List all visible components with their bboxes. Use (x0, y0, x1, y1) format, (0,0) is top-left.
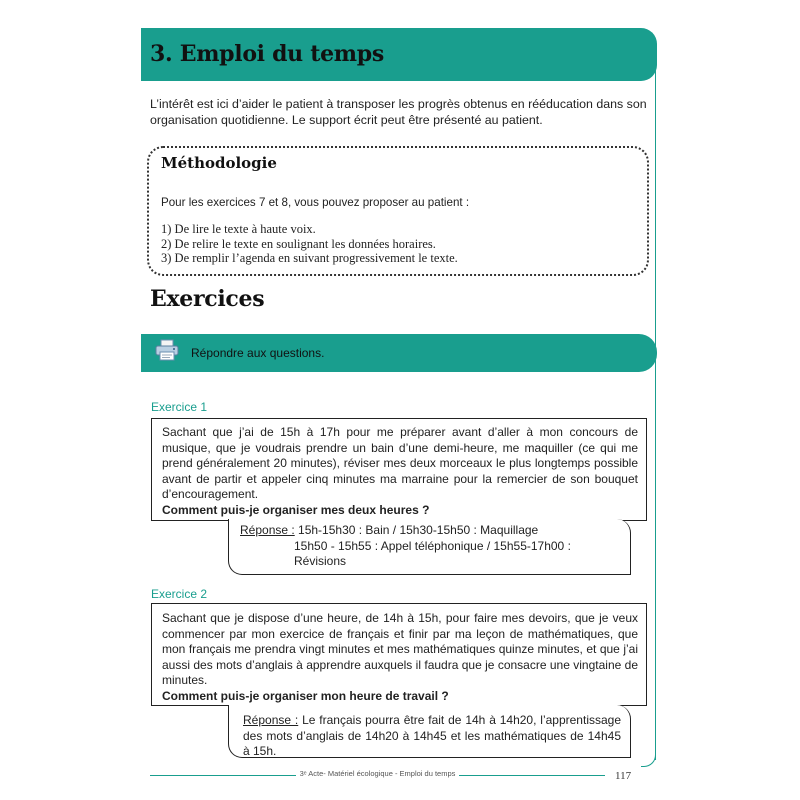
page-title: 3. Emploi du temps (150, 41, 384, 67)
exercise-2-question (162, 611, 638, 704)
exercise-1-label: Exercice 1 (151, 400, 208, 414)
footer-caption: 3ᵉ Acte- Matériel écologique - Emploi du temps (296, 769, 460, 778)
exercises-heading: Exercices (150, 286, 265, 312)
methodology-item: 1) De lire le texte à haute voix. (161, 222, 316, 236)
intro-paragraph: L’intérêt est ici d’aider le patient à transposer les progrès obtenus en rééducation dans son organisation quotidienne. Le support écrit peut être présenté au patient. (150, 97, 647, 127)
exercise-2-label: Exercice 2 (151, 587, 208, 601)
footer-text (150, 769, 605, 778)
exercise-2-answer-label: Réponse : (243, 713, 299, 727)
exercise-1-answer-line-2: 15h50 - 15h55 : Appel téléphonique / 15h55-17h00 : Révisions (294, 538, 571, 568)
exercise-2-answer-text: Le français pourra être fait de 14h à 14h20, l’apprentissage des mots d’anglais de 14h20 à 14h45 et les mathématiques de 14h45 à 15h. (243, 713, 622, 758)
instruction-text: Répondre aux questions. (191, 346, 325, 360)
page-border-line (655, 60, 656, 760)
page-number: 117 (615, 770, 632, 782)
exercise-1-answer (240, 523, 620, 570)
methodology-title: Méthodologie (161, 154, 277, 172)
page-border-corner (641, 752, 656, 767)
exercise-2-answer (243, 713, 621, 760)
methodology-list (161, 222, 458, 266)
exercise-2-prompt: Comment puis-je organiser mon heure de travail ? (162, 688, 449, 703)
methodology-intro: Pour les exercices 7 et 8, vous pouvez proposer au patient : (161, 196, 470, 209)
exercise-2-question-text: Sachant que je dispose d’une heure, de 14h à 15h, pour faire mes devoirs, que je veux commencer par mon exercice de français et finir par ma leçon de mathématiques, que mon français me prendra vingt minutes et mes mathématiques quinze minutes, et que j’ai aussi des mots d’anglais à apprendre auxquels il faudra que je consacre une vingtaine de minutes. (162, 611, 638, 687)
exercise-1-answer-line-1: 15h-15h30 : Bain / 15h30-15h50 : Maquillage (294, 523, 539, 537)
exercise-1-answer-label: Réponse : (240, 523, 295, 537)
exercise-1-prompt: Comment puis-je organiser mes deux heures ? (162, 502, 430, 517)
printer-icon (155, 339, 179, 361)
exercise-1-question (162, 425, 638, 518)
methodology-item: 3) De remplir l’agenda en suivant progressivement le texte. (161, 251, 458, 265)
methodology-item: 2) De relire le texte en soulignant les données horaires. (161, 236, 436, 251)
exercise-1-question-text: Sachant que j’ai de 15h à 17h pour me préparer avant d’aller à mon concours de musique, que je voudrais prendre un bain d’une demi-heure, me maquiller (ce qui me prend généralement 20 minutes), réviser mes deux morceaux le plus longtemps possible avant de partir et appeler cinq minutes ma marraine pour la remercier de son bouquet d’encouragement. (162, 425, 638, 501)
